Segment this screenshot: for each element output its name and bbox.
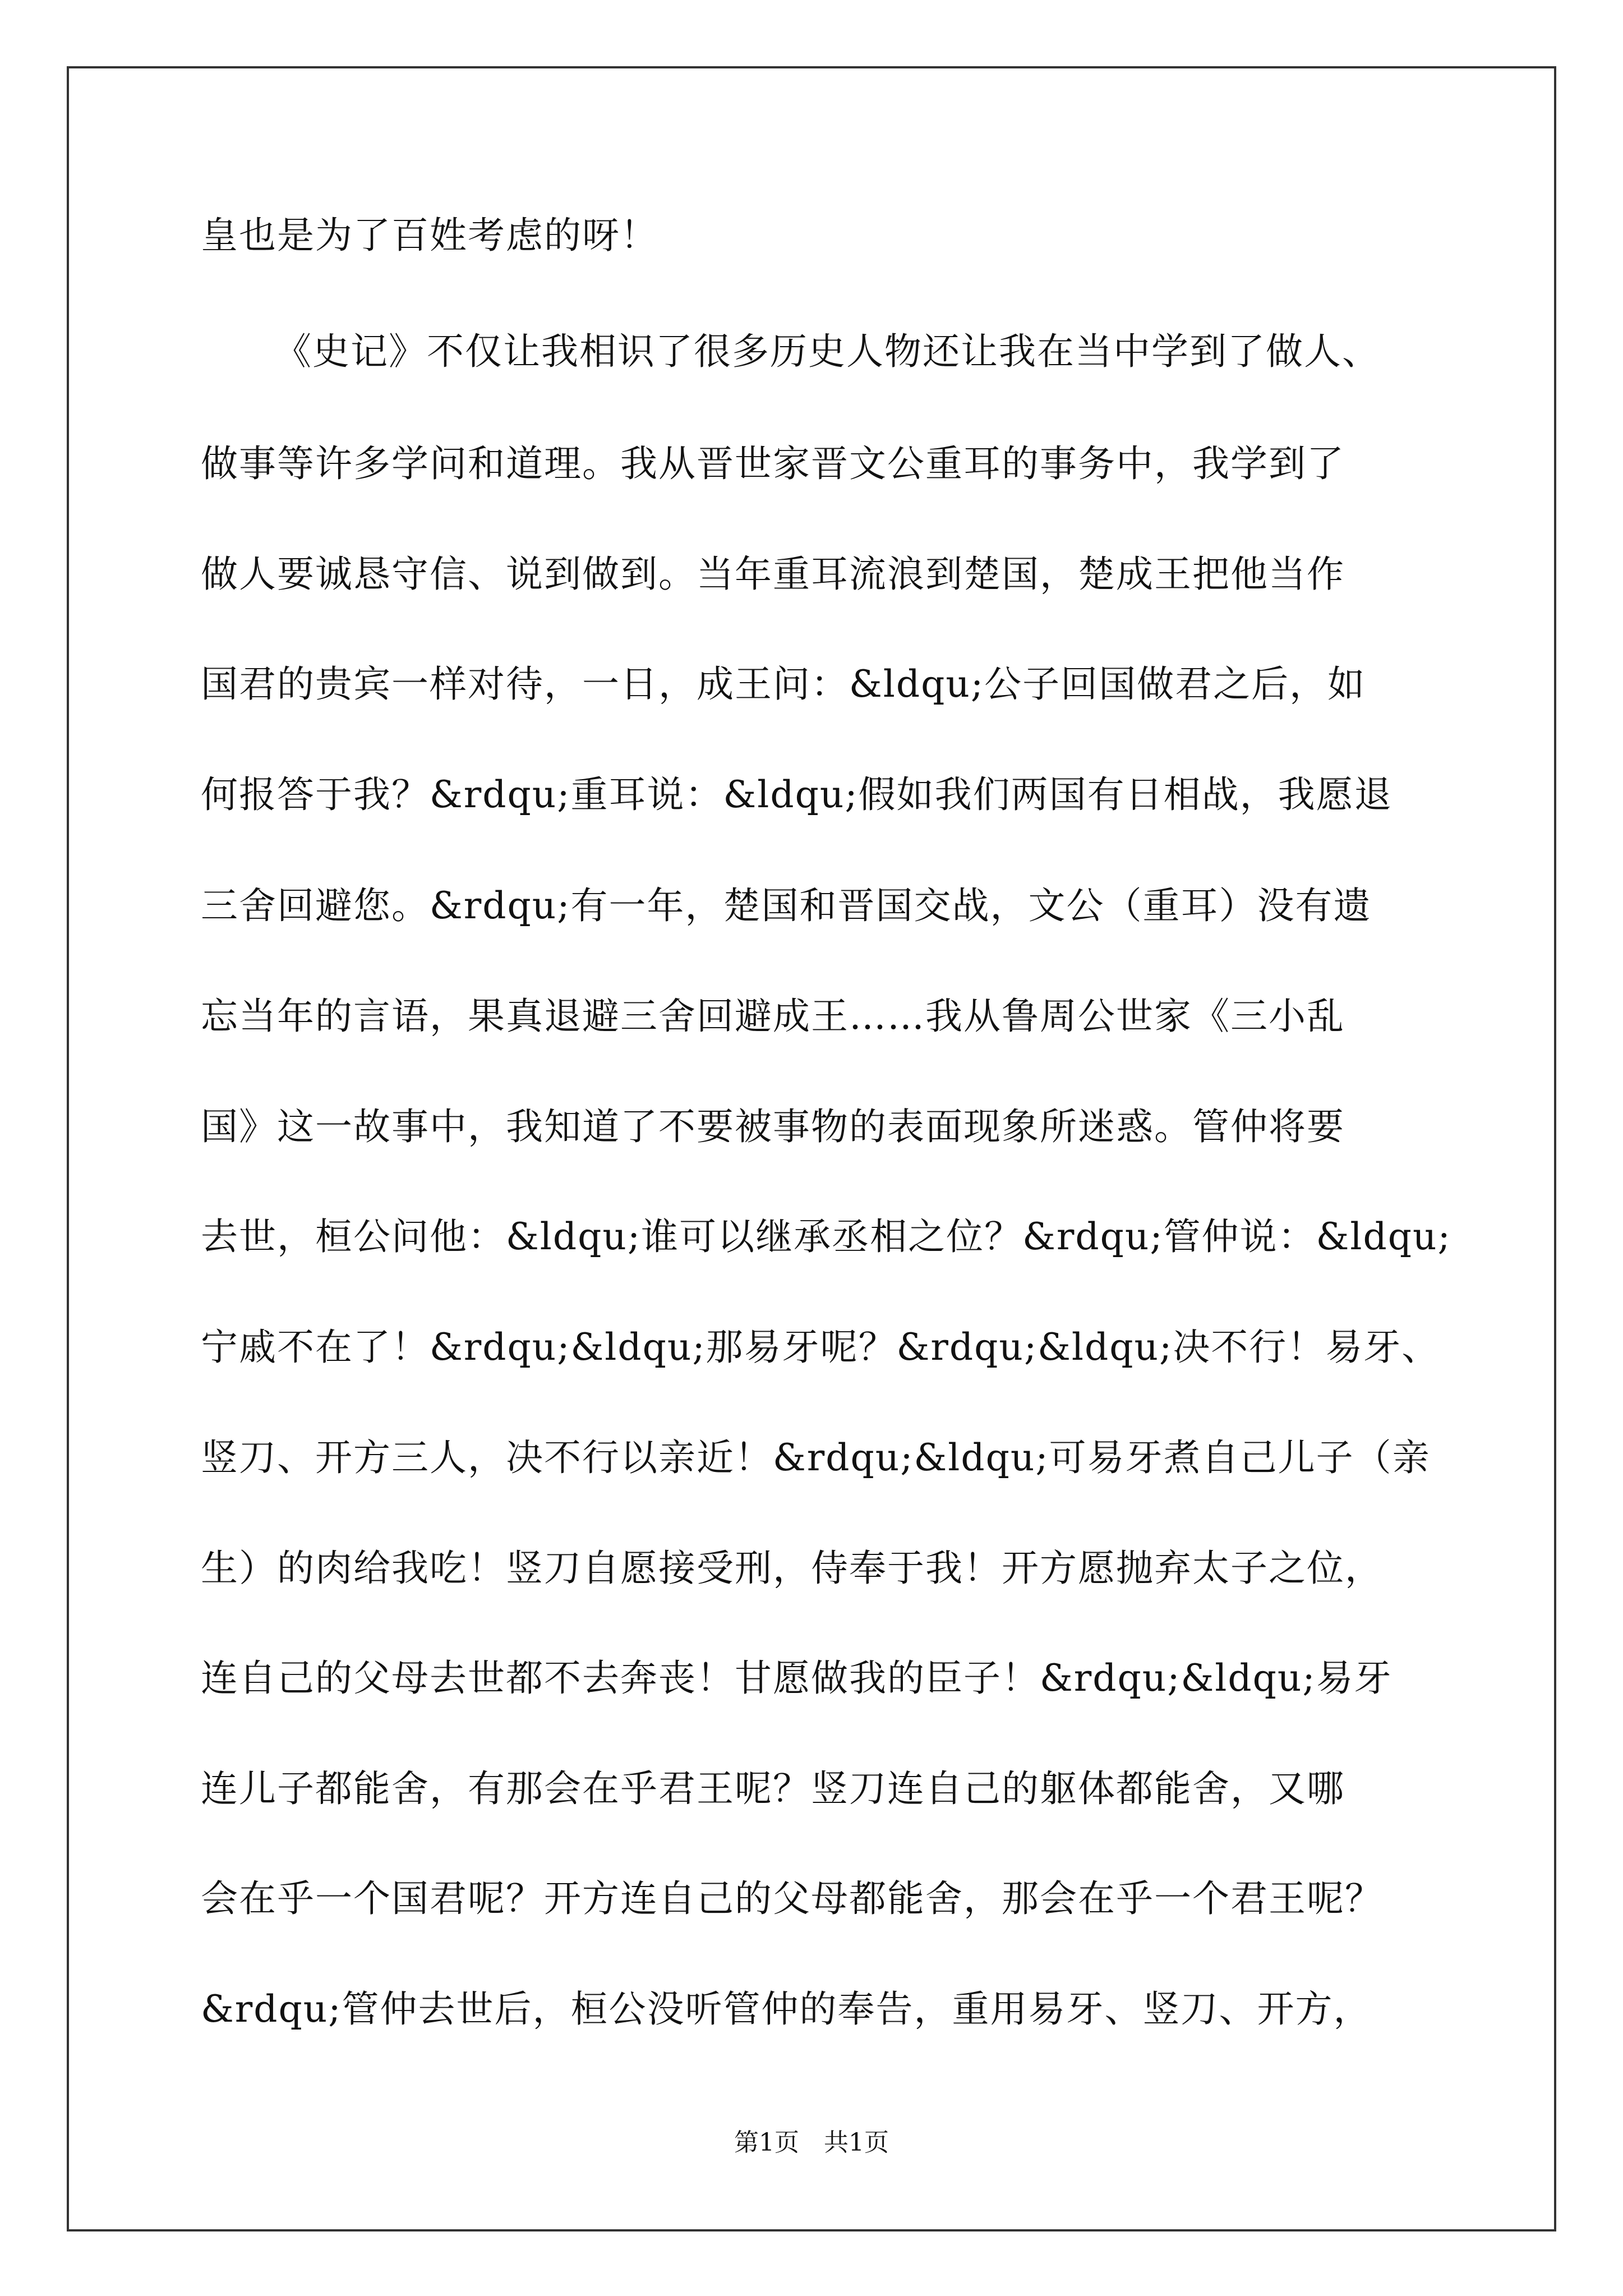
paragraph-line: 连儿子都能舍，有那会在乎君王呢？竖刀连自己的躯体都能舍，又哪 [201, 1767, 1345, 1810]
paragraph-line: 做人要诚恳守信、说到做到。当年重耳流浪到楚国，楚成王把他当作 [201, 553, 1345, 596]
paragraph-line: 连自己的父母去世都不去奔丧！甘愿做我的臣子！&rdqu;&ldqu;易牙 [201, 1657, 1393, 1700]
paragraph-line: 忘当年的言语，果真退避三舍回避成王……我从鲁周公世家《三小乱 [201, 995, 1345, 1038]
paragraph-line: 宁戚不在了！&rdqu;&ldqu;那易牙呢？&rdqu;&ldqu;决不行！易牙、 [201, 1326, 1440, 1369]
paragraph-line: 三舍回避您。&rdqu;有一年，楚国和晋国交战，文公（重耳）没有遗 [201, 884, 1372, 927]
paragraph-line: 何报答于我？&rdqu;重耳说：&ldqu;假如我们两国有日相战，我愿退 [201, 773, 1393, 816]
paragraph-line: 竖刀、开方三人，决不行以亲近！&rdqu;&ldqu;可易牙煮自己儿子（亲 [201, 1436, 1431, 1479]
paragraph-line: 《史记》不仅让我相识了很多历史人物还让我在当中学到了做人、 [274, 330, 1380, 373]
paragraph-line: 国》这一故事中，我知道了不要被事物的表面现象所迷惑。管仲将要 [201, 1105, 1345, 1148]
paragraph-line: 做事等许多学问和道理。我从晋世家晋文公重耳的事务中，我学到了 [201, 442, 1345, 485]
paragraph-line: &rdqu;管仲去世后，桓公没听管仲的奉告，重用易牙、竖刀、开方， [201, 1987, 1372, 2031]
paragraph-line: 皇也是为了百姓考虑的呀！ [201, 214, 658, 257]
paragraph-line: 国君的贵宾一样对待，一日，成王问：&ldqu;公子回国做君之后，如 [201, 662, 1366, 706]
paragraph-line: 会在乎一个国君呢？开方连自己的父母都能舍，那会在乎一个君王呢？ [201, 1877, 1383, 1920]
paragraph-line: 去世，桓公问他：&ldqu;谁可以继承丞相之位？&rdqu;管仲说：&ldqu; [201, 1215, 1451, 1258]
page-number-footer: 第1页 共1页 [734, 2128, 889, 2157]
paragraph-line: 生）的肉给我吃！竖刀自愿接受刑，侍奉于我！开方愿抛弃太子之位， [201, 1547, 1383, 1590]
